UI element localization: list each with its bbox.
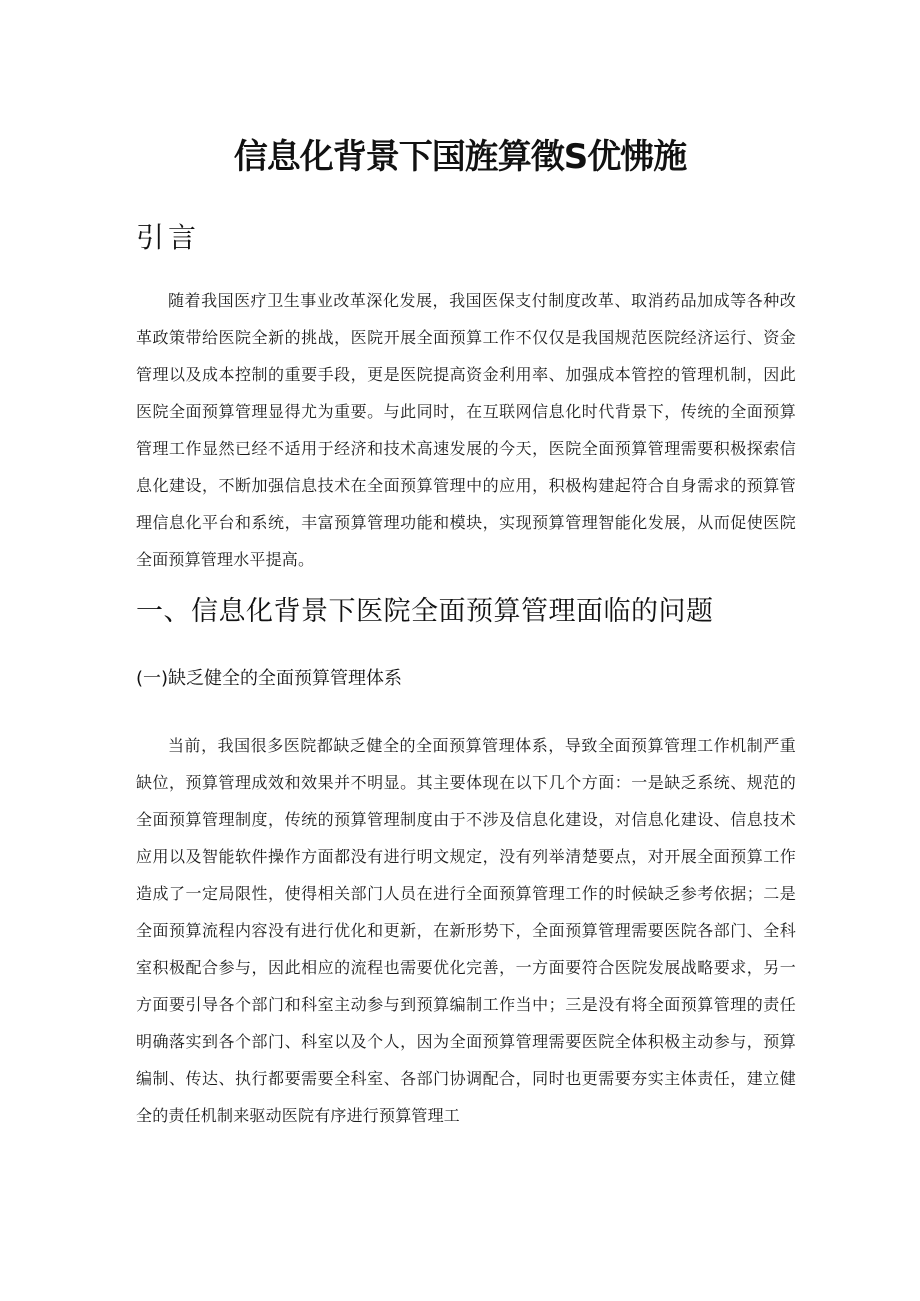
section-1-1-heading: (一)缺乏健全的全面预算管理体系 [136, 668, 403, 689]
document-title: 信息化背景下国旌算徵S优怫施 [233, 137, 687, 177]
intro-heading: 引言 [136, 221, 201, 254]
section-1-1-paragraph: 当前，我国很多医院都缺乏健全的全面预算管理体系，导致全面预算管理工作机制严重缺位，预算管理成效和效果并不明显。其主要体现在以下几个方面：一是缺乏系统、规范的全面预算管理制度，传统的预算管理制度由于不涉及信息化建设，对信息化建设、信息技术应用以及智能软件操作方面都没有进行明文规定，没有列举清楚要点，对开展全面预算工作造成了一定局限性，使得相关部门人员在进行全面预算管理工作的时候缺乏参考依据；二是全面预算流程内容没有进行优化和更新，在新形势下，全面预算管理需要医院各部门、全科室积极配合参与，因此相应的流程也需要优化完善，一方面要符合医院发展战略要求，另一方面要引导各个部门和科室主动参与到预算编制工作当中；三是没有将全面预算管理的责任明确落实到各个部门、科室以及个人，因为全面预算管理需要医院全体积极主动参与，预算编制、传达、执行都要需要全科室、各部门协调配合，同时也更需要夯实主体责任，建立健全的责任机制来驱动医院有序进行预算管理工 [136, 736, 796, 1125]
section-1-heading: 一、信息化背景下医院全面预算管理面临的问题 [136, 596, 714, 627]
intro-paragraph: 随着我国医疗卫生事业改革深化发展，我国医保支付制度改革、取消药品加成等各种改革政策带给医院全新的挑战，医院开展全面预算工作不仅仅是我国规范医院经济运行、资金管理以及成本控制的重要手段，更是医院提高资金利用率、加强成本管控的管理机制，因此医院全面预算管理显得尤为重要。与此同时，在互联网信息化时代背景下，传统的全面预算管理工作显然已经不适用于经济和技术高速发展的今天，医院全面预算管理需要积极探索信息化建设，不断加强信息技术在全面预算管理中的应用，积极构建起符合自身需求的预算管理信息化平台和系统，丰富预算管理功能和模块，实现预算管理智能化发展，从而促使医院全面预算管理水平提高。 [136, 291, 796, 569]
